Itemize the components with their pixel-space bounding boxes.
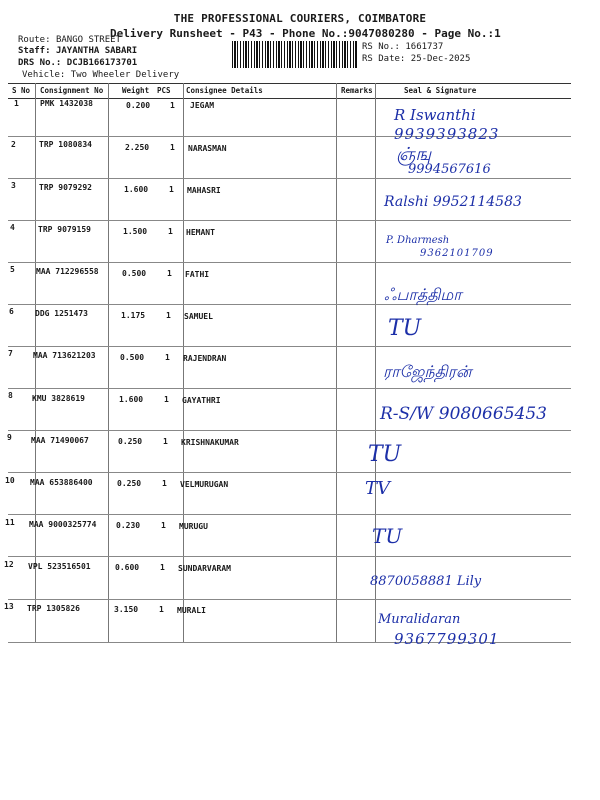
drs-line <box>18 58 137 68</box>
row-pcs: 1 <box>165 353 170 362</box>
row-consignee: KRISHNAKUMAR <box>181 438 239 447</box>
row-consignee: GAYATHRI <box>182 396 221 405</box>
col-divider <box>35 83 36 643</box>
signature-4-name: P. Dharmesh <box>386 235 450 246</box>
row-pcs: 1 <box>168 227 173 236</box>
col-header-consignment: Consignment No <box>40 86 104 95</box>
row-weight: 0.200 <box>126 101 151 110</box>
row-pcs: 1 <box>159 605 164 614</box>
row-consignee: FATHI <box>185 270 210 279</box>
row-consignee: SAMUEL <box>184 312 213 321</box>
row-pcs: 1 <box>161 521 166 530</box>
col-divider <box>108 83 109 643</box>
row-consignee: MURALI <box>177 606 206 615</box>
row-weight: 0.250 <box>117 479 142 488</box>
row-weight: 2.250 <box>125 143 150 152</box>
row-pcs: 1 <box>163 437 168 446</box>
row-divider <box>8 346 571 347</box>
row-pcs: 1 <box>170 101 175 110</box>
row-divider <box>8 262 571 263</box>
route-value: BANGO STREET <box>55 35 121 45</box>
row-sno: 10 <box>5 476 15 485</box>
row-consignment: MAA 9000325774 <box>29 520 97 529</box>
signature-6: TU <box>388 316 422 341</box>
row-sno: 7 <box>8 349 13 358</box>
row-divider <box>8 430 571 431</box>
runsheet-title: Delivery Runsheet - P43 - Phone No.:9047080280 - Page No.:1 <box>110 27 501 40</box>
signature-13-name: Muralidaran <box>378 612 461 627</box>
row-sno: 9 <box>7 433 12 442</box>
row-divider <box>8 556 571 557</box>
row-consignment: MAA 653886400 <box>30 478 93 487</box>
row-consignment: DDG 1251473 <box>35 309 88 318</box>
barcode <box>232 41 357 68</box>
row-consignment: TRP 9079159 <box>38 225 91 234</box>
row-sno: 13 <box>4 602 14 611</box>
row-sno: 3 <box>11 181 16 190</box>
row-consignment: TRP 1305826 <box>27 604 80 613</box>
signature-4-phone: 9362101709 <box>420 248 494 259</box>
col-divider <box>336 83 337 643</box>
row-sno: 12 <box>4 560 14 569</box>
signature-11: TU <box>372 524 403 548</box>
row-consignee: MAHASRI <box>187 186 221 195</box>
signature-12: 8870058881 Lily <box>370 574 482 589</box>
row-weight: 1.175 <box>121 311 146 320</box>
row-sno: 1 <box>14 99 19 108</box>
signature-3: Ralshi 9952114583 <box>384 194 522 210</box>
rs-date-label: RS Date: <box>362 54 406 64</box>
row-consignee: SUNDARVARAM <box>178 564 231 573</box>
row-sno: 8 <box>8 391 13 400</box>
signature-8: R-S/W 9080665453 <box>380 404 547 424</box>
row-weight: 1.500 <box>123 227 148 236</box>
row-consignment: PMK 1432038 <box>40 99 93 108</box>
signature-2-name: ஞ்ஙு <box>396 144 432 165</box>
row-consignment: MAA 71490067 <box>31 436 89 445</box>
row-pcs: 1 <box>164 395 169 404</box>
route-label: Route: <box>18 35 51 45</box>
col-header-remarks: Remarks <box>341 86 373 95</box>
signature-5: ஃபாத்திமா <box>384 285 462 304</box>
vehicle-value: Two Wheeler Delivery <box>70 70 180 80</box>
row-consignee: RAJENDRAN <box>183 354 227 363</box>
row-pcs: 1 <box>170 143 175 152</box>
drs-value: DCJB166173701 <box>66 58 138 68</box>
row-pcs: 1 <box>166 311 171 320</box>
row-consignment: MAA 713621203 <box>33 351 96 360</box>
row-sno: 2 <box>11 140 16 149</box>
row-consignee: MURUGU <box>179 522 208 531</box>
row-weight: 0.500 <box>122 269 147 278</box>
row-pcs: 1 <box>167 269 172 278</box>
row-weight: 0.250 <box>118 437 143 446</box>
row-divider <box>8 178 571 179</box>
row-divider <box>8 472 571 473</box>
col-header-consignee: Consignee Details <box>186 86 263 95</box>
row-consignment: MAA 712296558 <box>36 267 99 276</box>
signature-10: TV <box>365 478 391 499</box>
row-sno: 4 <box>10 223 15 232</box>
row-consignee: VELMURUGAN <box>180 480 229 489</box>
row-divider <box>8 220 571 221</box>
staff-line <box>18 46 137 56</box>
row-consignee: NARASMAN <box>188 144 227 153</box>
table-top-rule <box>8 83 571 84</box>
row-weight: 3.150 <box>114 605 139 614</box>
signature-7: ராஜேந்திரன் <box>383 362 472 381</box>
col-divider <box>183 83 184 643</box>
signature-13-phone: 9367799301 <box>394 630 500 648</box>
row-pcs: 1 <box>162 479 167 488</box>
row-weight: 0.230 <box>116 521 141 530</box>
col-header-signature: Seal & Signature <box>404 86 477 95</box>
row-sno: 5 <box>10 265 15 274</box>
row-weight: 1.600 <box>124 185 149 194</box>
row-consignee: JEGAM <box>190 101 215 110</box>
vehicle-line <box>22 70 179 80</box>
col-divider <box>375 83 376 643</box>
row-consignment: VPL 523516501 <box>28 562 91 571</box>
row-consignment: TRP 1080834 <box>39 140 92 149</box>
row-divider <box>8 599 571 600</box>
signature-9: TU <box>368 442 402 467</box>
rs-date-value: 25-Dec-2025 <box>410 54 471 64</box>
col-header-pcs: PCS <box>157 86 171 95</box>
rs-no-label: RS No.: <box>362 42 400 52</box>
row-pcs: 1 <box>169 185 174 194</box>
vehicle-label: Vehicle: <box>22 70 66 80</box>
col-header-sno: S No <box>12 86 31 95</box>
row-divider <box>8 388 571 389</box>
row-consignment: TRP 9079292 <box>39 183 92 192</box>
row-weight: 1.600 <box>119 395 144 404</box>
row-sno: 6 <box>9 307 14 316</box>
rs-no-value: 1661737 <box>405 42 444 52</box>
route-line <box>18 35 121 45</box>
signature-2-phone: 9994567616 <box>408 162 491 177</box>
row-pcs: 1 <box>160 563 165 572</box>
rs-no-line <box>362 42 443 52</box>
row-divider <box>8 514 571 515</box>
signature-1-name: R Iswanthi <box>394 106 476 124</box>
staff-label: Staff: <box>18 46 51 56</box>
company-title: THE PROFESSIONAL COURIERS, COIMBATORE <box>173 12 427 25</box>
row-divider <box>8 304 571 305</box>
signature-1-phone: 9939393823 <box>394 125 500 143</box>
row-consignment: KMU 3828619 <box>32 394 85 403</box>
col-header-weight: Weight <box>122 86 150 95</box>
row-sno: 11 <box>5 518 15 527</box>
row-consignee: HEMANT <box>186 228 215 237</box>
rs-date-line <box>362 54 470 64</box>
row-weight: 0.600 <box>115 563 140 572</box>
row-weight: 0.500 <box>120 353 145 362</box>
staff-value: JAYANTHA SABARI <box>55 46 138 56</box>
drs-label: DRS No.: <box>18 58 62 68</box>
